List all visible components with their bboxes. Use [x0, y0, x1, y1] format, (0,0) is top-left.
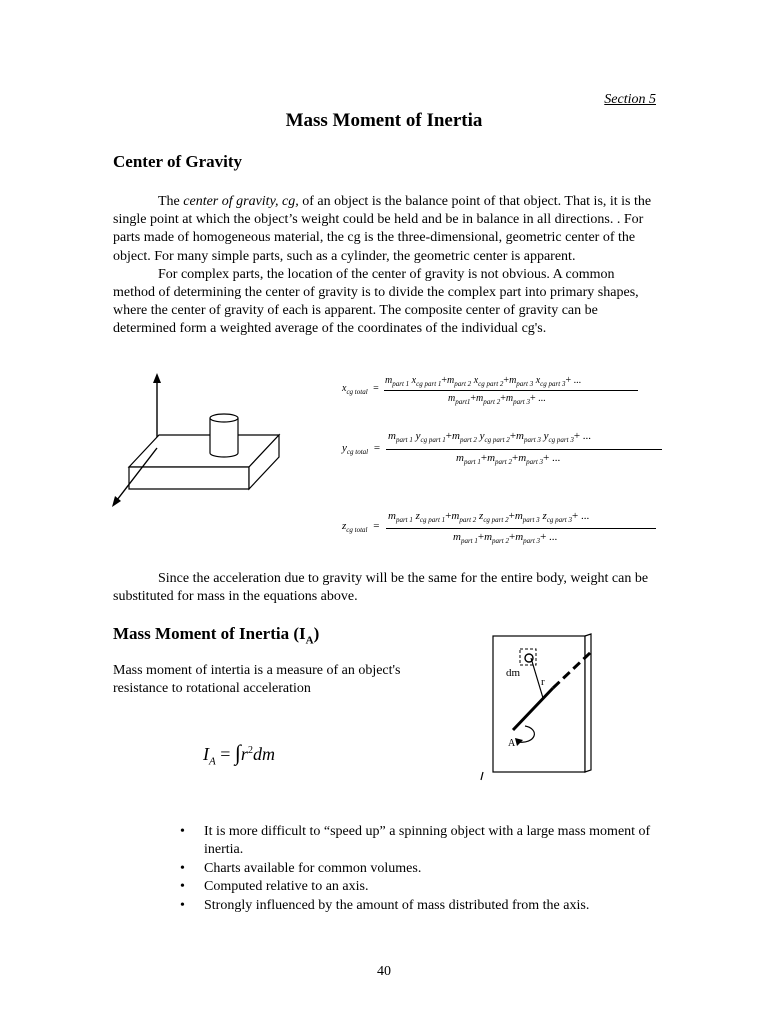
inertia-bullet-list — [180, 823, 660, 915]
formula-y-denominator: $m_{part 1}+m_{part 2}+m_{part 3}+$ ... — [456, 452, 561, 467]
dm-label: dm — [506, 667, 521, 679]
page-number: 40 — [377, 964, 391, 979]
list-item: • Strongly influenced by the amount of mass distributed from the axis. — [180, 897, 590, 913]
list-item: • It is more difficult to “speed up” a spinning object with a large mass moment of inertia. — [180, 824, 651, 858]
formula-x-denominator: $m_{part1}+m_{part 2}+m_{part 3}+$ ... — [448, 393, 546, 406]
mass-moment-definition: Mass moment of intertia is a measure of an object's resistance to rotational acceleration — [113, 663, 401, 697]
cg-weight-paragraph: Since the acceleration due to gravity will be the same for the entire body, weight can be substituted for mass in the equations above. — [113, 571, 649, 605]
cylinder-top — [210, 414, 238, 422]
formula-x-lhs: $x_{cg total}$ = — [342, 383, 379, 396]
formula-z-denominator: $m_{part 1}+m_{part 2}+m_{part 3}+$ ... — [453, 531, 558, 546]
list-item: • Computed relative to an axis. — [180, 879, 369, 895]
formula-x-numerator: $m_{part 1}$ $x_{cg part 1}+m_{part 2}$ $x_{cg part 2}+m_{part 3}$ $x_{cg part 3}+$ ... — [385, 375, 582, 388]
axis-point-label: A — [508, 738, 516, 749]
r-label: r — [541, 676, 545, 688]
cg-block-diagram — [105, 368, 295, 513]
formula-z-lhs: $z_{cg total}$ = — [342, 520, 380, 535]
formula-y-lhs: $y_{cg total}$ = — [342, 442, 381, 457]
section-label: Section 5 — [604, 92, 656, 107]
block-front-face — [129, 467, 249, 489]
formula-y-bar — [386, 449, 662, 450]
cg-paragraph-2: For complex parts, the location of the center of gravity is not obvious. A common method of determining the center of gravity is to divide the complex part into primary shapes, where the center of gravity of each is apparent. The composite center of gravity can be determined form a weighted average of the coordinates of the individual cg's. — [113, 266, 639, 337]
center-of-gravity-body — [113, 193, 658, 339]
formula-x-bar — [384, 390, 638, 391]
page-title: Mass Moment of Inertia — [285, 110, 483, 131]
cg-term: center of gravity, cg, — [183, 194, 299, 209]
list-item: • Charts available for common volumes. — [180, 860, 422, 876]
formula-z-bar — [386, 528, 656, 529]
cg-paragraph-1: The center of gravity, cg, of an object is the balance point of that object. That is, it is the single point at which the object’s weight could be held and be in balance in all directions. . For parts made of homogeneous material, the cg is the three-dimensional, geometric center of the object. For many simple parts, such as a cylinder, the geometric center is apparent. — [113, 194, 652, 264]
cylinder-body-fill — [210, 418, 238, 453]
inertia-formula: $I_A = \int r^2dm$ — [203, 740, 275, 768]
vertical-axis-arrow — [153, 373, 161, 383]
base-tick — [481, 772, 483, 780]
formula-y-numerator: $m_{part 1}$ $y_{cg part 1}+m_{part 2}$ $y_{cg part 2}+m_{part 3}$ $y_{cg part 3}+$ ... — [388, 430, 592, 445]
mass-moment-heading: Mass Moment of Inertia $(I_A)$ — [113, 624, 320, 647]
formula-z-numerator: $m_{part 1}$ $z_{cg part 1}+m_{part 2}$ $z_{cg part 2}+m_{part 3}$ $z_{cg part 3}+$ ... — [388, 510, 590, 525]
inertia-diagram — [475, 630, 600, 785]
center-of-gravity-heading: Center of Gravity — [113, 152, 243, 171]
